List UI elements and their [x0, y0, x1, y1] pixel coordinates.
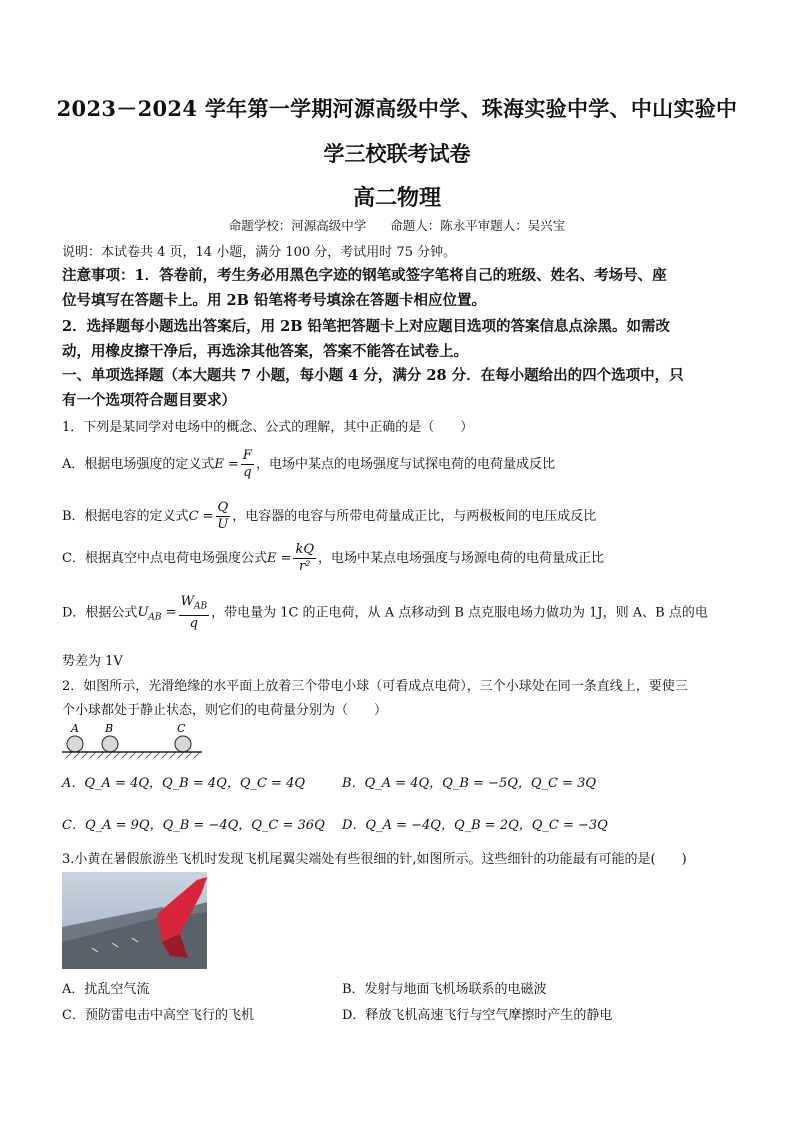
formula-d-eq: =	[165, 605, 177, 621]
formula-b-fraction	[216, 500, 231, 533]
q3-option-b: B．发射与地面飞机场联系的电磁波	[342, 982, 547, 997]
q3-option-a: A．扰乱空气流	[62, 982, 150, 997]
ball-a	[67, 736, 83, 752]
formula-d-w-sub: AB	[193, 601, 208, 612]
q1-b-post: ，电容器的电容与所带电荷量成正比，与两极板间的电压成反比	[232, 509, 597, 524]
ball-c	[175, 736, 191, 752]
formula-a-den: q	[243, 465, 252, 480]
formula-a-num: F	[242, 448, 252, 463]
q1-a-post: ，电场中某点的电场强度与试探电荷的电荷量成反比	[255, 457, 555, 472]
formula-d-w: W	[180, 594, 194, 609]
formula-c-fraction	[293, 542, 316, 575]
q2-option-d: D．Q_A = −4Q，Q_B = 2Q，Q_C = −3Q	[342, 818, 608, 833]
charged-balls-diagram	[62, 722, 212, 762]
meta-school: 命题学校：河源高级中学	[228, 218, 367, 233]
formula-c-den: r²	[299, 559, 311, 574]
ball-a-label: A	[71, 722, 79, 735]
q1-d-pre: D．根据公式	[62, 605, 138, 621]
formula-b-den: U	[217, 517, 229, 532]
q2-option-b: B．Q_A = 4Q，Q_B = −5Q，Q_C = 3Q	[342, 776, 597, 791]
section1-line1: 一、单项选择题（本大题共 7 小题，每小题 4 分，满分 28 分．在每小题给出的四个选项中，只	[62, 367, 684, 384]
ball-b-label: B	[105, 722, 114, 735]
ball-c-label: C	[177, 722, 186, 735]
formula-d-u-sub: AB	[148, 612, 162, 623]
exam-subject: 高二物理	[352, 185, 441, 211]
ball-b	[102, 736, 118, 752]
formula-d-fraction	[179, 594, 210, 632]
note2-line1: 2．选择题每小题选出答案后，用 2B 铅笔把答题卡上对应题目选项的答案信息点涂黑。如需改	[62, 318, 671, 335]
ground-hatching	[66, 752, 200, 758]
note1-line1: 注意事项：1．答卷前，考生务必用黑色字迹的钢笔或签字笔将自己的班级、姓名、考场号、座	[62, 267, 667, 284]
q3-option-d: D．释放飞机高速飞行与空气摩擦时产生的静电	[342, 1008, 613, 1023]
q2-option-a: A．Q_A = 4Q，Q_B = 4Q，Q_C = 4Q	[62, 776, 306, 791]
q1-stem: 1．下列是某同学对电场中的概念、公式的理解，其中正确的是（ ）	[62, 420, 474, 435]
q1-option-d	[62, 594, 742, 632]
formula-b-lhs: C =	[188, 509, 214, 524]
q1-d-post: ，带电量为 1C 的正电荷，从 A 点移动到 B 点克服电场力做功为 1J，则 A、B 点的电	[211, 605, 708, 621]
formula-d-num	[179, 594, 210, 616]
exam-meta	[0, 216, 794, 234]
formula-d-u: U	[137, 605, 149, 621]
exam-description: 说明：本试卷共 4 页，14 小题，满分 100 分，考试用时 75 分钟。	[62, 245, 457, 260]
exam-title-line1: 2023－2024 学年第一学期河源高级中学、珠海实验中学、中山实验中	[56, 96, 738, 121]
q1-option-d-line2: 势差为 1V	[62, 654, 123, 669]
section1-line2: 有一个选项符合题目要求）	[62, 392, 236, 409]
q3-option-c: C．预防雷电击中高空飞行的飞机	[62, 1008, 254, 1023]
exam-title-line2: 学三校联考试卷	[323, 141, 471, 166]
q1-b-pre: B．根据电容的定义式	[62, 509, 189, 524]
formula-d-den: q	[189, 615, 198, 631]
q1-c-pre: C．根据真空中点电荷电场强度公式	[62, 551, 267, 566]
formula-a-lhs: E =	[214, 457, 239, 472]
formula-d-lhs	[137, 605, 177, 623]
q2-stem-line2: 个小球都处于静止状态，则它们的电荷量分别为（ ）	[62, 703, 388, 718]
q1-a-pre: A．根据电场强度的定义式	[62, 457, 215, 472]
q1-option-a	[62, 448, 742, 481]
note2-line2: 动，用橡皮擦干净后，再选涂其他答案，答案不能答在试卷上。	[62, 343, 468, 360]
airplane-wing-photo	[62, 872, 207, 969]
q1-c-post: ，电场中某点电场强度与场源电荷的电荷量成正比	[318, 551, 605, 566]
q3-stem: 3.小黄在暑假旅游坐飞机时发现飞机尾翼尖端处有些很细的针,如图所示。这些细针的功能最有可能的是( )	[62, 852, 687, 867]
q2-stem-line1: 2．如图所示，光滑绝缘的水平面上放着三个带电小球（可看成点电荷），三个小球处在同一条直线上，要使三	[62, 679, 688, 694]
formula-b-num: Q	[217, 500, 229, 515]
meta-people: 命题人：陈永平审题人：吴兴宝	[390, 218, 566, 233]
q1-option-c	[62, 542, 742, 575]
formula-c-lhs: E =	[266, 551, 292, 566]
note1-line2: 位号填写在答题卡上。用 2B 铅笔将考号填涂在答题卡相应位置。	[62, 292, 486, 309]
q2-option-c: C．Q_A = 9Q，Q_B = −4Q，Q_C = 36Q	[62, 818, 325, 833]
formula-a-fraction	[241, 448, 254, 481]
formula-c-num: kQ	[295, 542, 315, 557]
q1-option-b	[62, 500, 742, 533]
